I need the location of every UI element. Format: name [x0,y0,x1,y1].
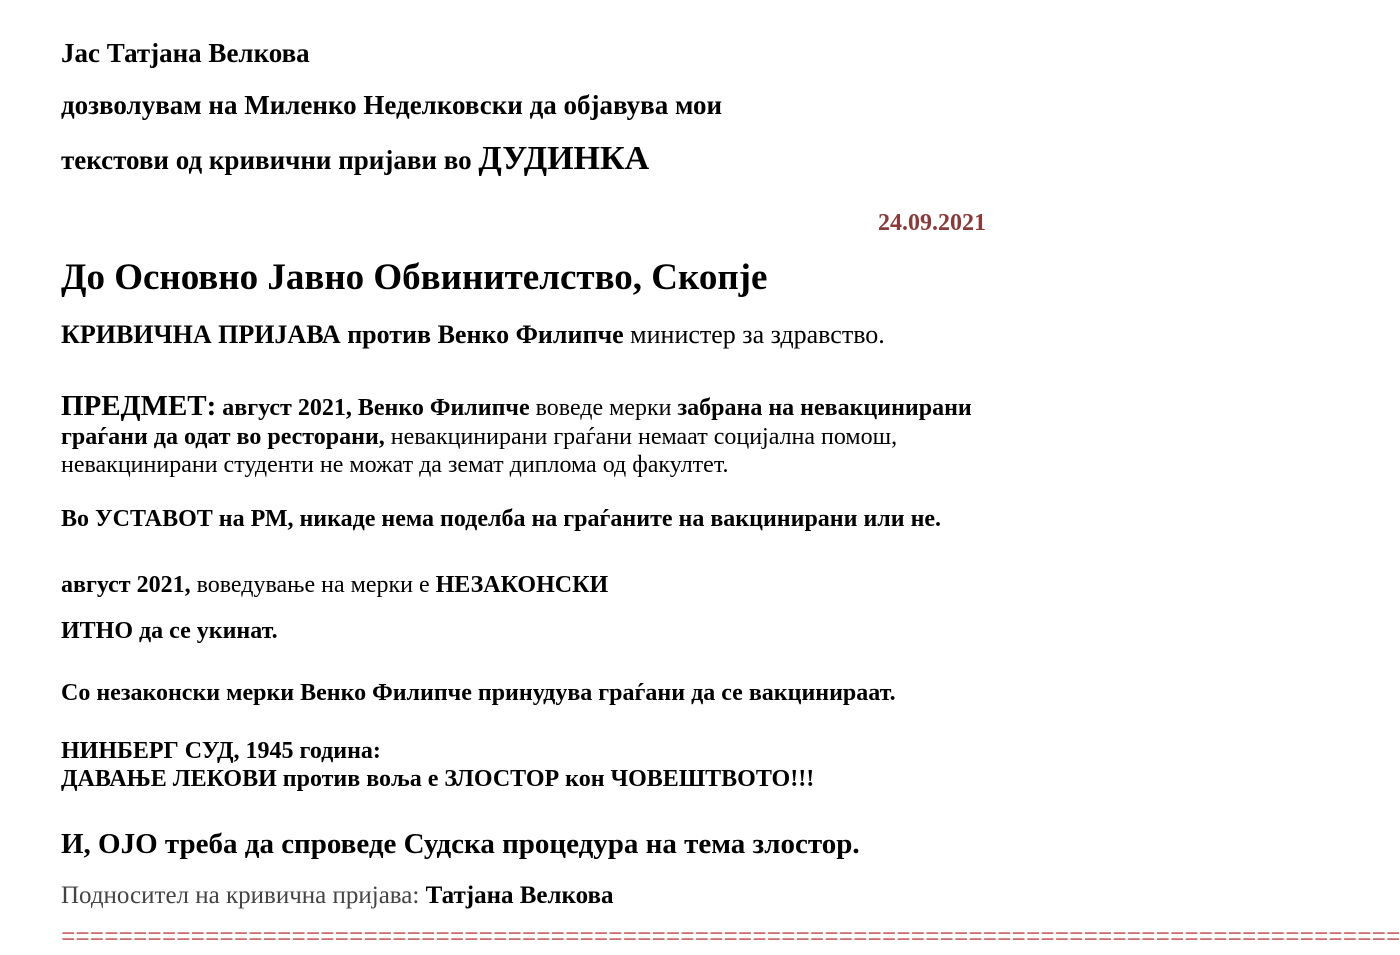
divider-rule: ============================================================================================= [61,925,1400,952]
illegal-word: НЕЗАКОНСКИ [435,572,609,598]
submitter-label: Подносител на кривична пријава: [61,882,426,909]
subject-mid: воведе мерки [529,395,678,421]
complaint-line [61,320,885,350]
august-line [61,572,608,599]
urgent-line: ИТНО да се укинат. [61,618,278,644]
subject-month: август 2021, Венко Филипче [216,395,530,421]
august-text: воведување на мерки е [190,572,436,598]
subject-line-3: невакцинирани студенти не можат да земат диплома од факултет. [61,452,729,478]
consent-line-2: дозволувам на Миленко Неделковски да објавува мои [61,90,723,120]
subject-line-1 [61,390,972,423]
submitter-name: Татјана Велкова [425,882,614,909]
subject-label: ПРЕДМЕТ: [61,390,217,422]
ojo-line: И, ОЈО треба да спроведе Судска процедура на тема злостор. [61,828,860,860]
consent-line-3 [61,140,649,178]
subject-bold: забрана на невакцинирани [677,395,972,421]
coercion-line: Со незаконски мерки Венко Филипче принудува граѓани да се вакцинираат. [61,680,896,706]
nuremberg-line-2: ДАВАЊЕ ЛЕКОВИ против воља е ЗЛОСТОР кон ЧОВЕШТВОТО!!! [61,766,815,792]
document-date: 24.09.2021 [878,210,986,236]
august-bold: август 2021, [61,572,191,598]
subject-line-2-rest: невакцинирани граѓани немаат социјална помош, [384,424,898,450]
submitter-line [61,882,614,910]
subject-line-2-bold: граѓани да одат во ресторани, [61,424,385,450]
consent-line-1: Јас Татјана Велкова [61,38,310,68]
complaint-label: КРИВИЧНА ПРИЈАВА против [61,320,438,349]
nuremberg-line-1: НИНБЕРГ СУД, 1945 година: [61,738,381,764]
consent-line-3-text: текстови од кривични пријави во [61,145,479,175]
constitution-line: Во УСТАВОТ на РМ, никаде нема поделба на граѓаните на вакцинирани или не. [61,506,942,532]
addressee: До Основно Јавно Обвинителство, Скопје [61,257,768,298]
dudinka-title: ДУДИНКА [478,140,650,177]
complaint-name: Венко Филипче [437,320,624,349]
complaint-rest: министер за здравство. [623,320,885,349]
subject-line-2 [61,424,897,451]
